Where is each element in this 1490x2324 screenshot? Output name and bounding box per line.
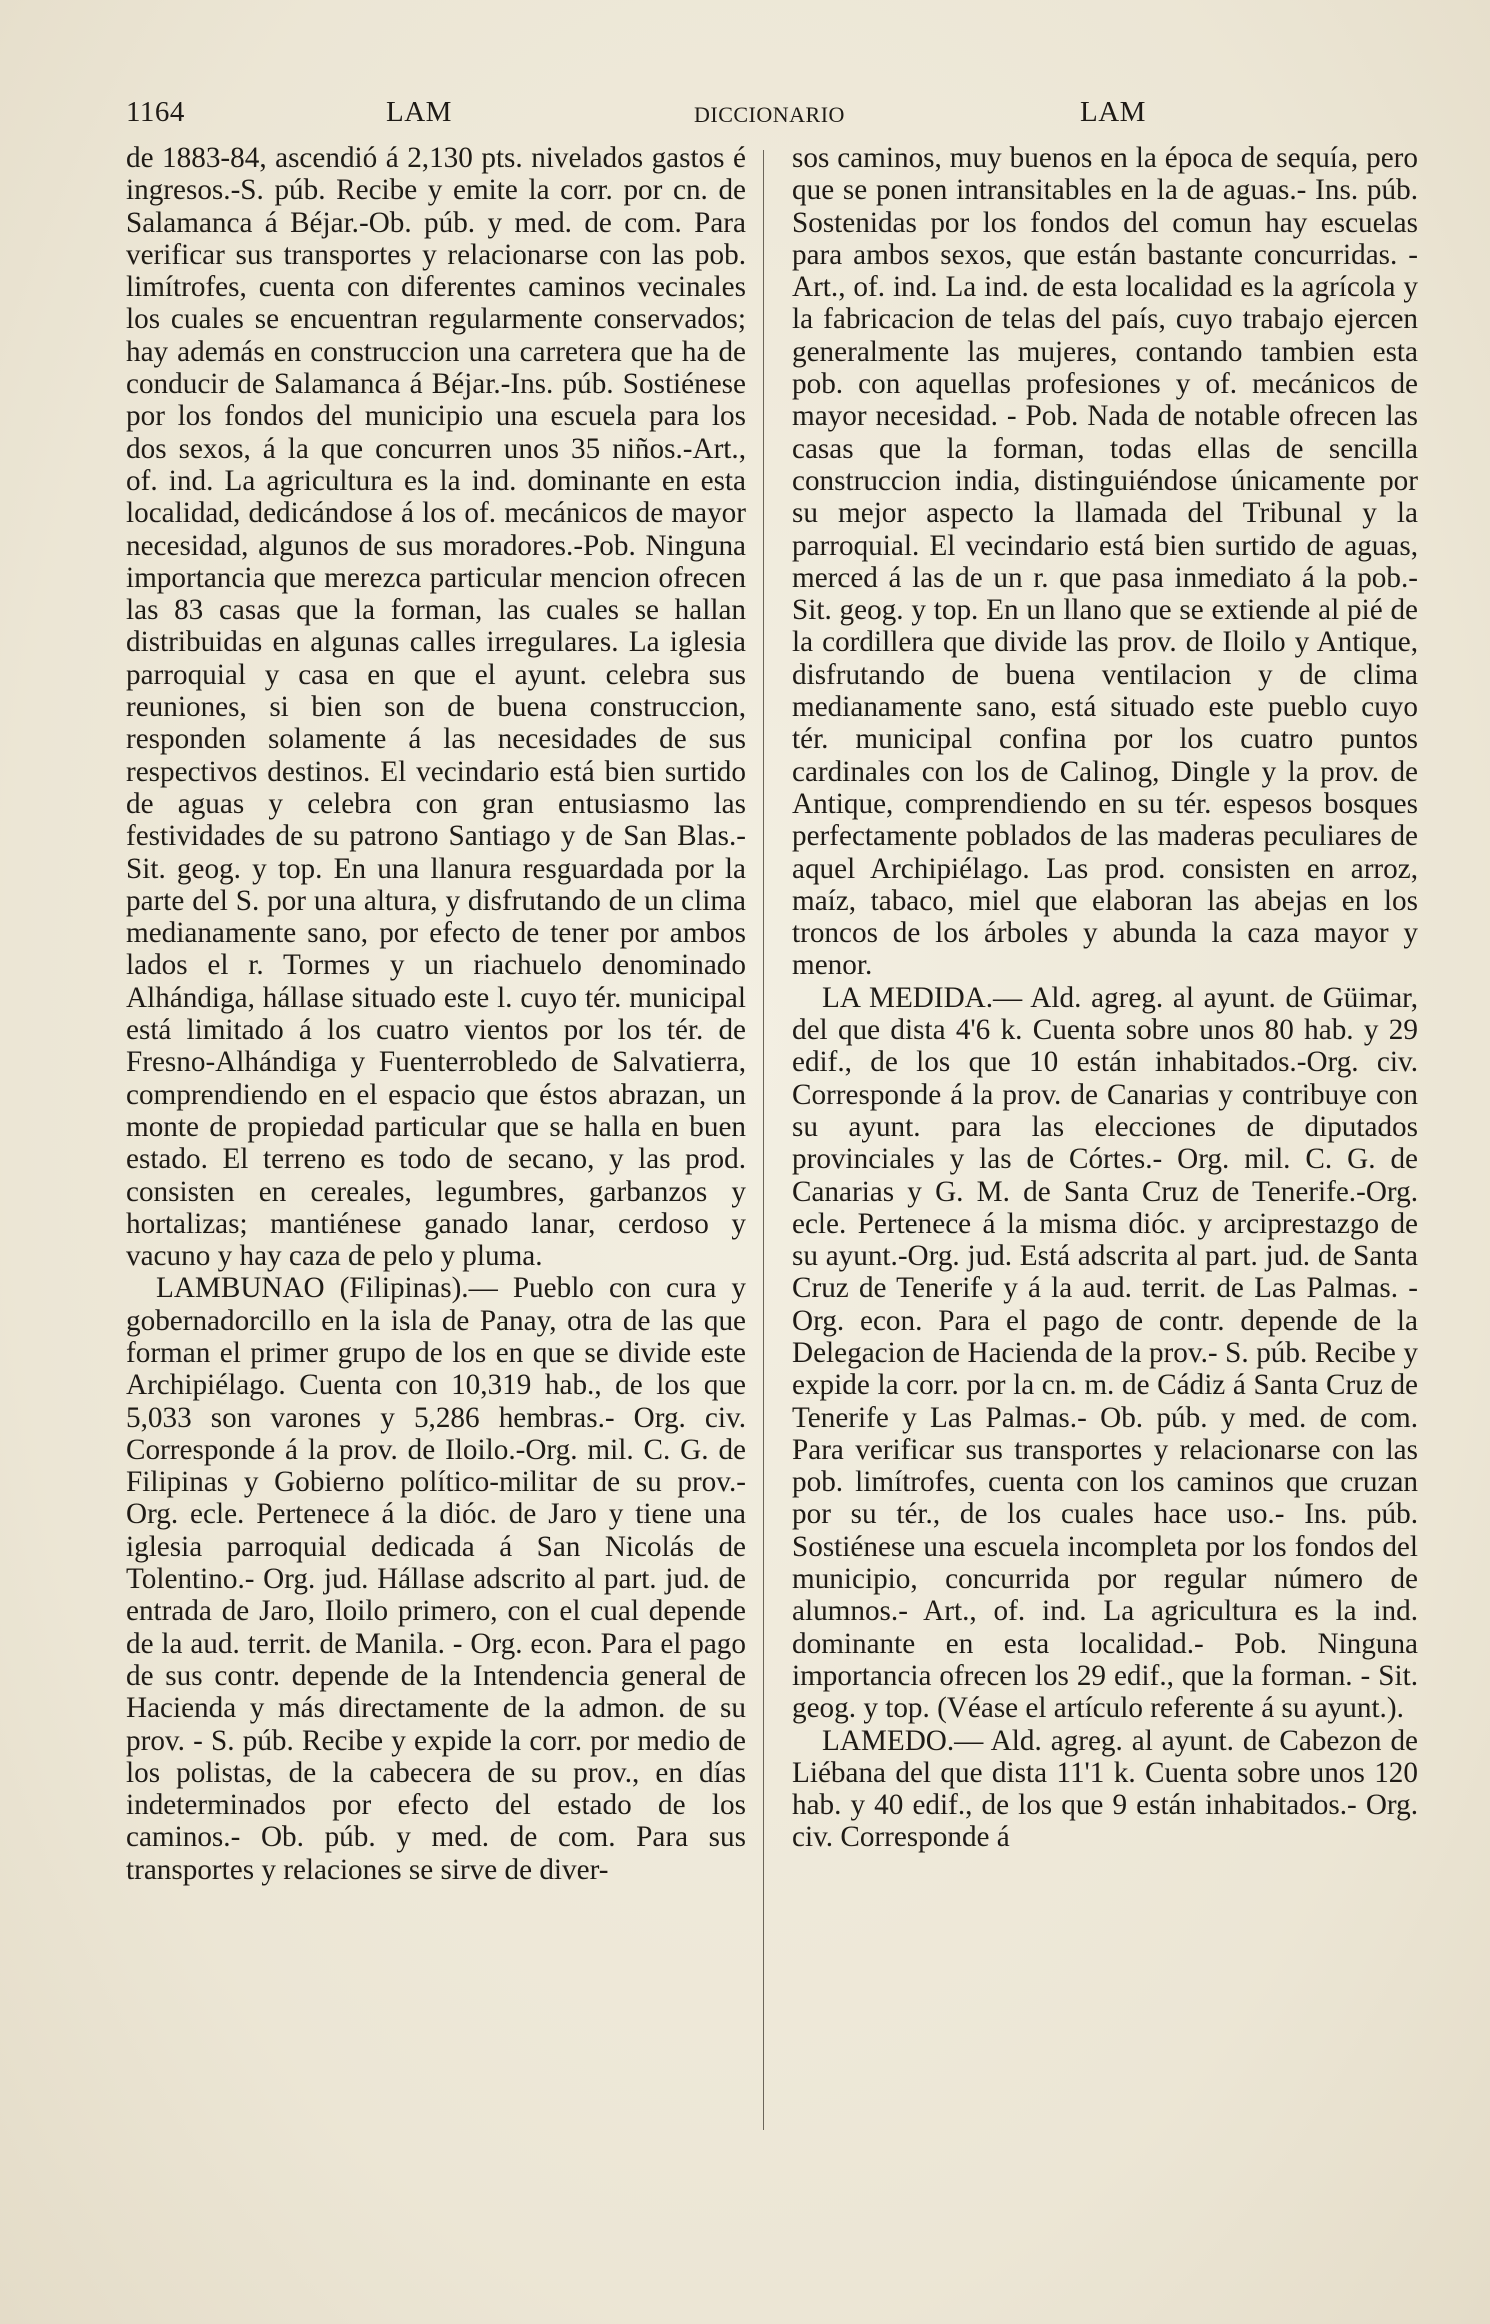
header-right-keyword: LAM — [1080, 96, 1146, 128]
entry-continuation: de 1883-84, ascendió á 2,130 pts. nivelados gastos é ingresos.-S. púb. Recibe y emite la corr. por cn. de Salamanca á Béjar.-Ob. púb. y med. de com. Para verificar sus transportes y relacionarse con las pob. limítrofes, cuenta con diferentes caminos vecinales los cuales se encuentran regularmente conservados; hay además en construccion una carretera que ha de conducir de Salamanca á Béjar.-Ins. púb. Sostiénese por los fondos del municipio una escuela para los dos sexos, á la que concurren unos 35 niños.-Art., of. ind. La agricultura es la ind. dominante en esta localidad, dedicándose á los of. mecánicos de mayor necesidad, algunos de sus moradores.-Pob. Ninguna importancia que merezca particular mencion ofrecen las 83 casas que la forman, las cuales se hallan distribuidas en algunas calles irregulares. La iglesia parroquial y casa en que el ayunt. celebra sus reuniones, si bien son de buena construccion, responden solamente á las necesidades de sus respectivos destinos. El vecindario está bien surtido de aguas y celebra con gran entusiasmo las festividades de su patrono Santiago y de San Blas.-Sit. geog. y top. En una llanura resguardada por la parte del S. por una altura, y disfrutando de un clima medianamente sano, por efecto de tener por ambos lados el r. Tormes y un riachuelo denominado Alhándiga, hállase situado este l. cuyo tér. municipal está limitado á los cuatro vientos por los tér. de Fresno-Alhándiga y Fuenterrobledo de Salvatierra, comprendiendo en el espacio que éstos abrazan, un monte de propiedad particular que se halla en buen estado. El terreno es todo de secano, y las prod. consisten en cereales, legumbres, garbanzos y hortalizas; mantiénese ganado lanar, cerdoso y vacuno y hay caza de pelo y pluma. — [126, 142, 746, 1273]
left-column — [126, 142, 746, 1886]
header-left-keyword: LAM — [386, 96, 452, 128]
entry-la-medida: LA MEDIDA.— Ald. agreg. al ayunt. de Güimar, del que dista 4'6 k. Cuenta sobre unos 80 hab. y 29 edif., de los que 10 están inhabitados.-Org. civ. Corresponde á la prov. de Canarias y contribuye con su ayunt. para las elecciones de diputados provinciales y las de Córtes.- Org. mil. C. G. de Canarias y G. M. de Santa Cruz de Tenerife.-Org. ecle. Pertenece á la misma dióc. y arciprestazgo de su ayunt.-Org. jud. Está adscrita al part. jud. de Santa Cruz de Tenerife y á la aud. territ. de Las Palmas. - Org. econ. Para el pago de contr. depende de la Delegacion de Hacienda de la prov.- S. púb. Recibe y expide la corr. por la cn. m. de Cádiz á Santa Cruz de Tenerife y Las Palmas.- Ob. púb. y med. de com. Para verificar sus transportes y relacionarse con las pob. limítrofes, cuenta con los caminos que cruzan por su tér., de los cuales hace uso.- Ins. púb. Sostiénese una escuela incompleta por los fondos del municipio, concurrida por regular número de alumnos.- Art., of. ind. La agricultura es la ind. dominante en esta localidad.- Pob. Ninguna importancia ofrecen los 29 edif., que la forman. - Sit. geog. y top. (Véase el artículo referente á su ayunt.). — [792, 981, 1418, 1725]
right-column — [792, 142, 1418, 1854]
entry-lamedo: LAMEDO.— Ald. agreg. al ayunt. de Cabezon de Liébana del que dista 11'1 k. Cuenta sobre unos 120 hab. y 40 edif., de los que 9 están inhabitados.- Org. civ. Corresponde á — [792, 1724, 1418, 1854]
page-number: 1164 — [126, 96, 185, 128]
header-title: DICCIONARIO — [694, 102, 845, 127]
entry-lambunao: LAMBUNAO (Filipinas).— Pueblo con cura y gobernadorcillo en la isla de Panay, otra de las que forman el primer grupo de los en que se divide este Archipiélago. Cuenta con 10,319 hab., de los que 5,033 son varones y 5,286 hembras.- Org. civ. Corresponde á la prov. de Iloilo.-Org. mil. C. G. de Filipinas y Gobierno político-militar de su prov.-Org. ecle. Pertenece á la dióc. de Jaro y tiene una iglesia parroquial dedicada á San Nicolás de Tolentino.- Org. jud. Hállase adscrito al part. jud. de entrada de Jaro, Iloilo primero, con el cual depende de la aud. territ. de Manila. - Org. econ. Para el pago de sus contr. depende de la Intendencia general de Hacienda y más directamente de la admon. de su prov. - S. púb. Recibe y expide la corr. por medio de los polistas, de la cabecera de su prov., en días indeterminados por efecto del estado de los caminos.- Ob. púb. y med. de com. Para sus transportes y relaciones se sirve de diver- — [126, 1272, 746, 1886]
running-header — [126, 96, 1416, 136]
column-divider — [763, 150, 764, 2130]
entry-lambunao-continuation: sos caminos, muy buenos en la época de sequía, pero que se ponen intransitables en la de aguas.- Ins. púb. Sostenidas por los fondos del comun hay escuelas para ambos sexos, que están bastante concurridas. - Art., of. ind. La ind. de esta localidad es la agrícola y la fabricacion de telas del país, cuyo trabajo ejercen generalmente las mujeres, contando tambien esta pob. con aquellas profesiones y of. mecánicos de mayor necesidad. - Pob. Nada de notable ofrecen las casas que la forman, todas ellas de sencilla construccion india, distinguiéndose únicamente por su mejor aspecto la llamada del Tribunal y la parroquial. El vecindario está bien surtido de aguas, merced á las de un r. que pasa inmediato á la pob.- Sit. geog. y top. En un llano que se extiende al pié de la cordillera que divide las prov. de Iloilo y Antique, disfrutando de buena ventilacion y de clima medianamente sano, está situado este pueblo cuyo tér. municipal confina por los cuatro puntos cardinales con los de Calinog, Dingle y la prov. de Antique, comprendiendo en su tér. espesos bosques perfectamente poblados de las maderas peculiares de aquel Archipiélago. Las prod. consisten en arroz, maíz, tabaco, miel que elaboran las abejas en los troncos de los árboles y abunda la caza mayor y menor. — [792, 142, 1418, 982]
